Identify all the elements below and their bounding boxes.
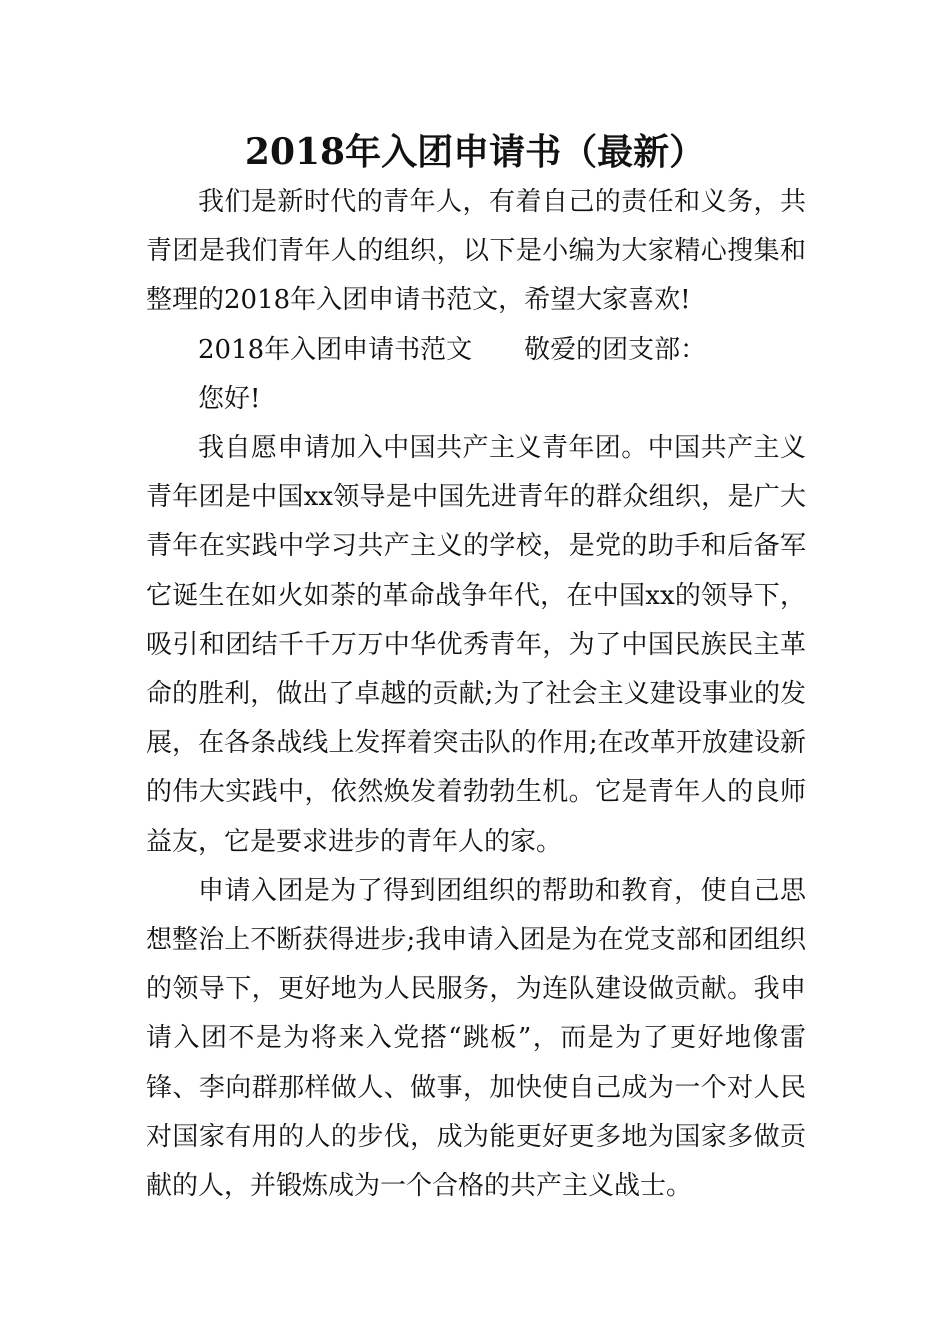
subtitle-line [146,326,806,375]
document-title: 2018年入团申请书（最新） [244,131,706,173]
body-paragraph: 申请入团是为了得到团组织的帮助和教育，使自己思想整治上不断获得进步;我申请入团是为在党支部和团组织的领导下，更好地为人民服务，为连队建设做贡献。我申请入团不是为将来入党搭“跳板”，而是为了更好地像雷锋、李向群那样做人、做事，加快使自己成为一个对人民对国家有用的人的步伐，成为能更好更多地为国家多做贡献的人，并锻炼成为一个合格的共产主义战士。 [146,875,806,1202]
document-body [146,178,806,1211]
body-paragraph: 我自愿申请加入中国共产主义青年团。中国共产主义青年团是中国xx领导是中国先进青年的群众组织，是广大青年在实践中学习共产主义的学校，是党的助手和后备军它诞生在如火如荼的革命战争年代，在中国xx的领导下，吸引和团结千千万万中华优秀青年，为了中国民族民主革命的胜利，做出了卓越的贡献;为了社会主义建设事业的发展，在各条战线上发挥着突击队的作用;在改革开放建设新的伟大实践中，依然焕发着勃勃生机。它是青年人的良师益友，它是要求进步的青年人的家。 [146,433,806,857]
salutation: 敬爱的团支部： [524,334,707,365]
intro-paragraph: 我们是新时代的青年人，有着自己的责任和义务，共青团是我们青年人的组织，以下是小编为大家精心搜集和整理的2018年入团申请书范文，希望大家喜欢! [146,187,806,316]
greeting: 您好! [198,383,261,414]
letter-subtitle: 2018年入团申请书范文 [198,334,473,365]
